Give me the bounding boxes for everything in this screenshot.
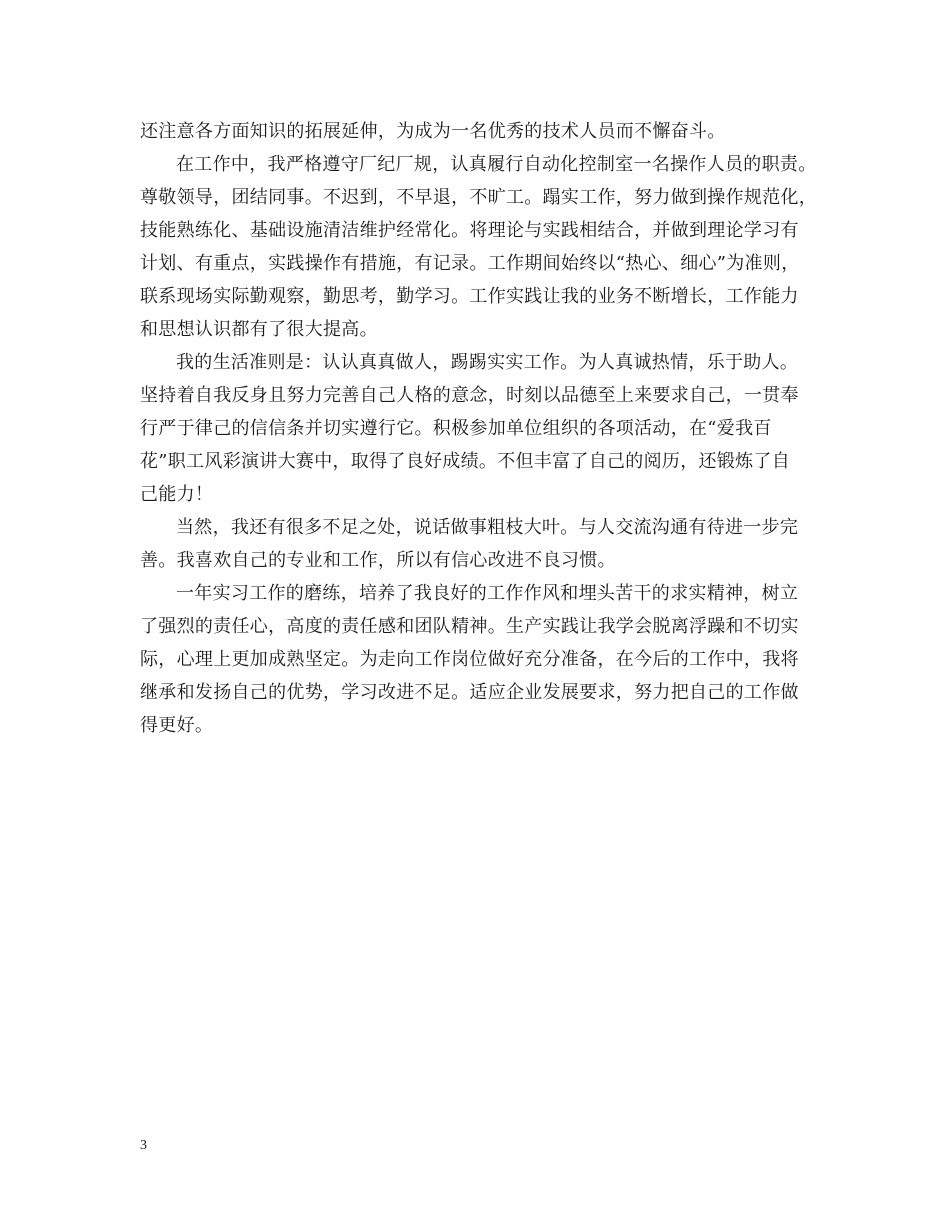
text-line: 善。我喜欢自己的专业和工作，所以有信心改进不良习惯。	[140, 550, 616, 571]
text-line: 己能力！	[140, 484, 214, 505]
text-line: 一年实习工作的磨练，培养了我良好的工作作风和埋头苦干的求实精神，树立	[176, 583, 799, 604]
text-line: 坚持着自我反身且努力完善自己人格的意念，时刻以品德至上来要求自己，一贯奉	[140, 385, 799, 406]
text-line: 尊敬领导，团结同事。不迟到，不早退，不旷工。蹋实工作，努力做到操作规范化，	[140, 187, 818, 208]
text-line: 行严于律己的信信条并切实遵行它。积极参加单位组织的各项活动，在“爱我百	[140, 418, 772, 439]
text-line: 还注意各方面知识的拓展延伸，为成为一名优秀的技术人员而不懈奋斗。	[140, 121, 726, 142]
text-line: 际，心理上更加成熟坚定。为走向工作岗位做好充分准备，在今后的工作中，我将	[140, 649, 799, 670]
text-line: 我的生活准则是：认认真真做人，踢踢实实工作。为人真诚热情，乐于助人。	[176, 352, 799, 373]
text-line: 了强烈的责任心，高度的责任感和团队精神。生产实践让我学会脱离浮躁和不切实	[140, 616, 799, 637]
text-line: 技能熟练化、基础设施清洁维护经常化。将理论与实践相结合，并做到理论学习有	[140, 220, 799, 241]
text-line: 和思想认识都有了很大提高。	[140, 319, 378, 340]
page-number: 3	[140, 1138, 147, 1153]
text-line: 得更好。	[140, 715, 214, 736]
text-line: 计划、有重点，实践操作有措施，有记录。工作期间始终以“热心、细心”为准则，	[140, 253, 800, 274]
text-line: 继承和发扬自己的优势，学习改进不足。适应企业发展要求，努力把自己的工作做	[140, 682, 799, 703]
text-line: 在工作中，我严格遵守厂纪厂规，认真履行自动化控制室一名操作人员的职责。	[176, 154, 817, 175]
text-line: 联系现场实际勤观察，勤思考，勤学习。工作实践让我的业务不断增长，工作能力	[140, 286, 799, 307]
text-line: 当然，我还有很多不足之处，说话做事粗枝大叶。与人交流沟通有待进一步完	[176, 517, 799, 538]
body-text	[140, 115, 830, 742]
text-line: 花”职工风彩演讲大赛中，取得了良好成绩。不但丰富了自己的阅历，还锻炼了自	[140, 451, 790, 472]
